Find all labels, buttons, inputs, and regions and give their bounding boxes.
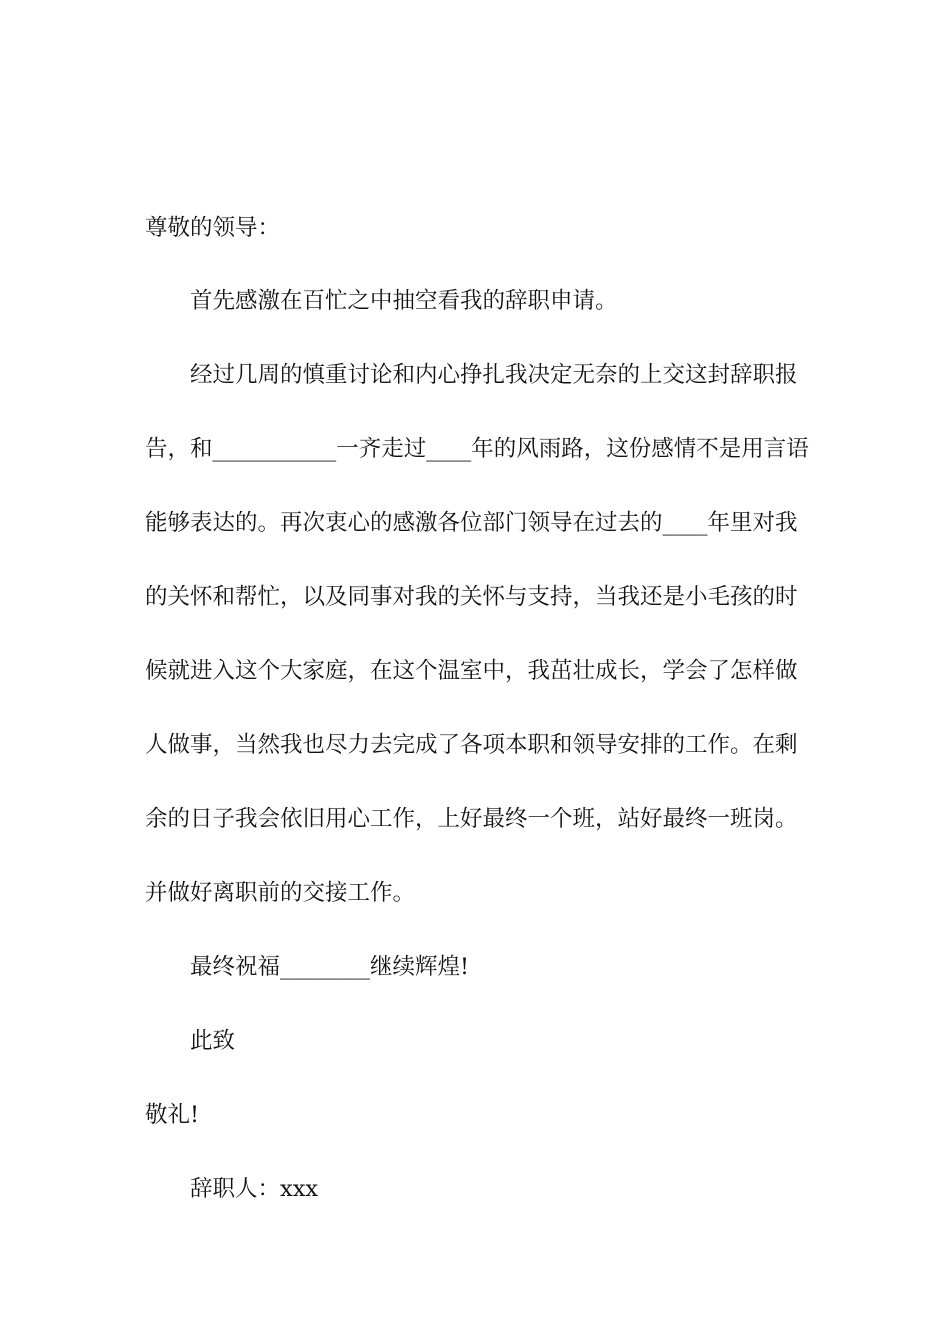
paragraph-line-1: 首先感激在百忙之中抽空看我的辞职申请。 (190, 288, 618, 314)
closing-wish: 最终祝福________继续辉煌! (190, 954, 470, 980)
paragraph-line-5: 的关怀和帮忙，以及同事对我的关怀与支持，当我还是小毛孩的时 (145, 584, 798, 610)
paragraph-line-8: 余的日子我会依旧用心工作，上好最终一个班，站好最终一班岗。 (145, 806, 798, 832)
paragraph-line-9: 并做好离职前的交接工作。 (145, 880, 416, 906)
salutation: 尊敬的领导： (145, 215, 281, 241)
paragraph-line-7: 人做事，当然我也尽力去完成了各项本职和领导安排的工作。在剩 (145, 732, 798, 758)
paragraph-line-4: 能够表达的。再次衷心的感激各位部门领导在过去的____年里对我 (145, 510, 798, 536)
closing-jingli: 敬礼! (145, 1102, 200, 1128)
signature-line: 辞职人：xxx (190, 1176, 319, 1202)
closing-cizhi: 此致 (190, 1028, 236, 1054)
paragraph-line-2: 经过几周的慎重讨论和内心挣扎我决定无奈的上交这封辞职报 (190, 362, 798, 388)
paragraph-line-3: 告，和___________一齐走过____年的风雨路，这份感情不是用言语 (145, 436, 809, 462)
paragraph-line-6: 候就进入这个大家庭，在这个温室中，我茁壮成长，学会了怎样做 (145, 658, 798, 684)
